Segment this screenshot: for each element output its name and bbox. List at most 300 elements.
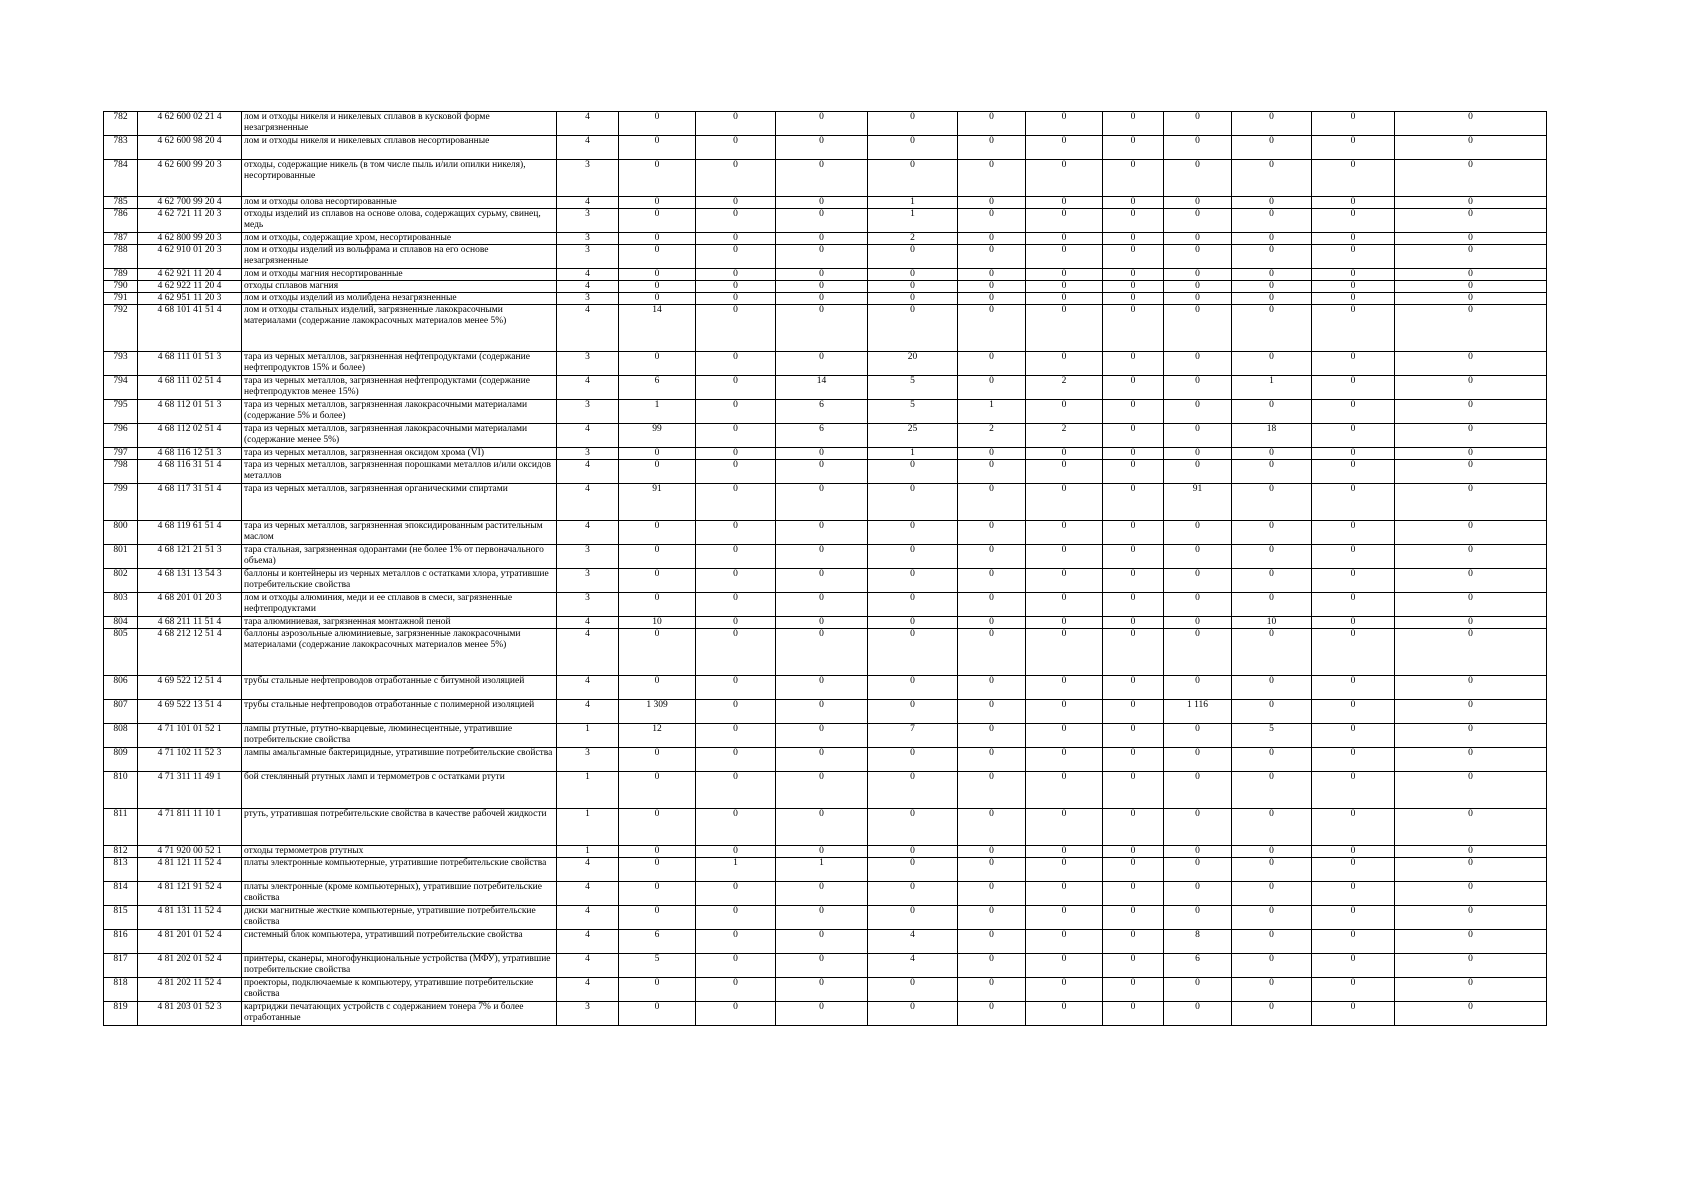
value-cell: 0 [1312,772,1395,809]
value-cell: 0 [696,136,776,160]
value-cell: 0 [1395,352,1547,376]
value-cell: 0 [1232,593,1312,617]
value-cell: 0 [1026,617,1103,629]
value-cell: 0 [1164,882,1232,906]
waste-name-cell: картриджи печатающих устройств с содержанием тонера 7% и более отработанные [242,1002,557,1026]
value-cell: 0 [1312,376,1395,400]
table-row [104,245,1547,269]
value-cell: 4 [557,700,619,724]
value-cell: 0 [958,846,1026,858]
value-cell: 0 [776,569,868,593]
table-row [104,197,1547,209]
fkko-code-cell: 4 68 211 11 51 4 [138,617,242,629]
value-cell: 99 [619,424,696,448]
value-cell: 0 [1164,629,1232,676]
value-cell: 0 [1395,954,1547,978]
value-cell: 0 [1312,197,1395,209]
row-number-cell: 789 [104,269,138,281]
value-cell: 0 [868,629,958,676]
waste-name-cell: лом и отходы магния несортированные [242,269,557,281]
value-cell: 10 [1232,617,1312,629]
value-cell: 4 [557,978,619,1002]
row-number-cell: 806 [104,676,138,700]
value-cell: 0 [1395,484,1547,521]
value-cell: 2 [1026,376,1103,400]
waste-name-cell: диски магнитные жесткие компьютерные, утратившие потребительские свойства [242,906,557,930]
waste-name-cell: лом и отходы, содержащие хром, несортированные [242,233,557,245]
value-cell: 0 [1395,160,1547,197]
value-cell: 0 [1395,1002,1547,1026]
value-cell: 0 [619,112,696,136]
value-cell: 0 [1026,400,1103,424]
row-number-cell: 804 [104,617,138,629]
fkko-code-cell: 4 68 119 61 51 4 [138,521,242,545]
value-cell: 0 [1395,846,1547,858]
row-number-cell: 797 [104,448,138,460]
value-cell: 1 [1232,376,1312,400]
value-cell: 0 [696,676,776,700]
value-cell: 0 [1164,160,1232,197]
value-cell: 0 [619,160,696,197]
value-cell: 0 [696,772,776,809]
value-cell: 3 [557,1002,619,1026]
value-cell: 0 [1395,676,1547,700]
value-cell: 0 [696,846,776,858]
row-number-cell: 802 [104,569,138,593]
waste-name-cell: тара из черных металлов, загрязненная оксидом хрома (VI) [242,448,557,460]
table-row [104,954,1547,978]
value-cell: 1 [776,858,868,882]
waste-name-cell: системный блок компьютера, утративший потребительские свойства [242,930,557,954]
value-cell: 4 [557,617,619,629]
value-cell: 0 [1103,930,1164,954]
table-row [104,569,1547,593]
value-cell: 0 [1164,460,1232,484]
value-cell: 4 [557,629,619,676]
fkko-code-cell: 4 71 311 11 49 1 [138,772,242,809]
value-cell: 0 [1312,882,1395,906]
value-cell: 4 [868,954,958,978]
value-cell: 0 [1103,160,1164,197]
row-number-cell: 785 [104,197,138,209]
value-cell: 0 [868,882,958,906]
value-cell: 0 [868,545,958,569]
fkko-code-cell: 4 81 203 01 52 3 [138,1002,242,1026]
value-cell: 0 [1103,772,1164,809]
fkko-code-cell: 4 68 101 41 51 4 [138,305,242,352]
value-cell: 0 [619,460,696,484]
value-cell: 1 [958,400,1026,424]
value-cell: 0 [619,1002,696,1026]
table-row [104,906,1547,930]
value-cell: 0 [1232,930,1312,954]
value-cell: 0 [1026,112,1103,136]
waste-name-cell: лом и отходы олова несортированные [242,197,557,209]
value-cell: 0 [1103,748,1164,772]
value-cell: 0 [1164,293,1232,305]
value-cell: 0 [1312,846,1395,858]
fkko-code-cell: 4 62 951 11 20 3 [138,293,242,305]
row-number-cell: 807 [104,700,138,724]
value-cell: 4 [557,269,619,281]
table-row [104,846,1547,858]
value-cell: 0 [1164,352,1232,376]
value-cell: 0 [1232,160,1312,197]
value-cell: 0 [868,521,958,545]
value-cell: 0 [1026,352,1103,376]
value-cell: 0 [776,160,868,197]
value-cell: 0 [958,521,1026,545]
value-cell: 5 [868,400,958,424]
value-cell: 0 [1312,930,1395,954]
value-cell: 0 [958,617,1026,629]
value-cell: 0 [1026,978,1103,1002]
value-cell: 0 [776,700,868,724]
value-cell: 7 [868,724,958,748]
value-cell: 0 [868,160,958,197]
row-number-cell: 788 [104,245,138,269]
value-cell: 0 [1103,629,1164,676]
row-number-cell: 819 [104,1002,138,1026]
value-cell: 0 [1026,858,1103,882]
table-row [104,930,1547,954]
value-cell: 0 [1164,593,1232,617]
value-cell: 0 [776,930,868,954]
row-number-cell: 783 [104,136,138,160]
value-cell: 0 [1103,136,1164,160]
value-cell: 0 [1164,112,1232,136]
value-cell: 0 [1395,197,1547,209]
value-cell: 0 [776,617,868,629]
waste-name-cell: лом и отходы никеля и никелевых сплавов в кусковой форме незагрязненные [242,112,557,136]
value-cell: 1 309 [619,700,696,724]
waste-name-cell: лампы амальгамные бактерицидные, утратившие потребительские свойства [242,748,557,772]
value-cell: 0 [958,160,1026,197]
value-cell: 0 [696,460,776,484]
value-cell: 6 [1164,954,1232,978]
value-cell: 3 [557,569,619,593]
value-cell: 0 [776,1002,868,1026]
value-cell: 0 [776,293,868,305]
table-row [104,629,1547,676]
value-cell: 0 [1395,772,1547,809]
value-cell: 0 [1395,700,1547,724]
value-cell: 0 [1164,400,1232,424]
fkko-code-cell: 4 71 102 11 52 3 [138,748,242,772]
value-cell: 0 [1103,245,1164,269]
value-cell: 3 [557,593,619,617]
value-cell: 0 [1026,700,1103,724]
value-cell: 0 [1395,882,1547,906]
value-cell: 0 [1312,209,1395,233]
value-cell: 0 [1232,846,1312,858]
value-cell: 0 [868,245,958,269]
waste-name-cell: баллоны аэрозольные алюминиевые, загрязненные лакокрасочными материалами (содержание лакокрасочных материалов менее 5%) [242,629,557,676]
value-cell: 0 [1103,809,1164,846]
value-cell: 0 [1026,629,1103,676]
value-cell: 0 [1312,858,1395,882]
value-cell: 0 [1103,293,1164,305]
row-number-cell: 794 [104,376,138,400]
value-cell: 0 [1026,269,1103,281]
row-number-cell: 809 [104,748,138,772]
fkko-code-cell: 4 62 600 98 20 4 [138,136,242,160]
value-cell: 4 [557,136,619,160]
value-cell: 0 [868,676,958,700]
value-cell: 0 [1312,617,1395,629]
value-cell: 5 [868,376,958,400]
value-cell: 0 [1312,569,1395,593]
value-cell: 0 [696,160,776,197]
value-cell: 0 [1232,281,1312,293]
value-cell: 0 [619,846,696,858]
value-cell: 3 [557,400,619,424]
value-cell: 0 [1395,136,1547,160]
value-cell: 0 [619,233,696,245]
table-row [104,160,1547,197]
waste-name-cell: платы электронные (кроме компьютерных), утратившие потребительские свойства [242,882,557,906]
row-number-cell: 784 [104,160,138,197]
value-cell: 0 [1164,136,1232,160]
table-row [104,593,1547,617]
table-row [104,269,1547,281]
value-cell: 0 [1026,209,1103,233]
value-cell: 0 [1395,209,1547,233]
value-cell: 0 [958,136,1026,160]
value-cell: 0 [776,136,868,160]
value-cell: 0 [1232,209,1312,233]
waste-name-cell: тара из черных металлов, загрязненная нефтепродуктами (содержание нефтепродуктов 15% и более) [242,352,557,376]
waste-name-cell: отходы, содержащие никель (в том числе пыль и/или опилки никеля), несортированные [242,160,557,197]
value-cell: 0 [619,978,696,1002]
waste-name-cell: лом и отходы никеля и никелевых сплавов несортированные [242,136,557,160]
waste-name-cell: трубы стальные нефтепроводов отработанные с полимерной изоляцией [242,700,557,724]
fkko-code-cell: 4 69 522 12 51 4 [138,676,242,700]
fkko-code-cell: 4 68 111 01 51 3 [138,352,242,376]
value-cell: 0 [1395,448,1547,460]
waste-table [103,111,1547,1026]
value-cell: 0 [868,748,958,772]
row-number-cell: 801 [104,545,138,569]
table-row [104,676,1547,700]
value-cell: 0 [1103,724,1164,748]
waste-name-cell: бой стеклянный ртутных ламп и термометров с остатками ртути [242,772,557,809]
value-cell: 0 [1164,269,1232,281]
value-cell: 1 [868,209,958,233]
value-cell: 0 [776,954,868,978]
row-number-cell: 810 [104,772,138,809]
value-cell: 0 [696,245,776,269]
value-cell: 0 [1026,906,1103,930]
value-cell: 0 [1395,424,1547,448]
value-cell: 4 [557,676,619,700]
value-cell: 0 [958,460,1026,484]
value-cell: 4 [557,906,619,930]
value-cell: 0 [958,269,1026,281]
value-cell: 0 [1103,233,1164,245]
value-cell: 0 [958,245,1026,269]
table-row [104,293,1547,305]
value-cell: 0 [958,906,1026,930]
value-cell: 0 [868,305,958,352]
table-row [104,809,1547,846]
value-cell: 0 [776,882,868,906]
value-cell: 0 [696,593,776,617]
value-cell: 0 [619,245,696,269]
value-cell: 0 [1026,569,1103,593]
value-cell: 0 [868,858,958,882]
fkko-code-cell: 4 62 921 11 20 4 [138,269,242,281]
value-cell: 0 [1103,593,1164,617]
row-number-cell: 791 [104,293,138,305]
value-cell: 0 [1312,521,1395,545]
value-cell: 0 [1312,305,1395,352]
value-cell: 0 [1164,858,1232,882]
value-cell: 0 [776,676,868,700]
value-cell: 8 [1164,930,1232,954]
value-cell: 0 [776,197,868,209]
value-cell: 0 [1232,269,1312,281]
value-cell: 0 [958,593,1026,617]
value-cell: 0 [1232,136,1312,160]
value-cell: 0 [776,772,868,809]
value-cell: 0 [1312,233,1395,245]
value-cell: 3 [557,293,619,305]
value-cell: 0 [696,400,776,424]
row-number-cell: 793 [104,352,138,376]
value-cell: 0 [776,846,868,858]
value-cell: 0 [1312,269,1395,281]
value-cell: 0 [696,569,776,593]
fkko-code-cell: 4 68 212 12 51 4 [138,629,242,676]
value-cell: 0 [696,269,776,281]
value-cell: 0 [1164,424,1232,448]
value-cell: 0 [1312,448,1395,460]
table-row [104,460,1547,484]
value-cell: 4 [557,112,619,136]
value-cell: 25 [868,424,958,448]
value-cell: 0 [1395,809,1547,846]
value-cell: 0 [776,545,868,569]
value-cell: 4 [557,376,619,400]
value-cell: 0 [619,676,696,700]
table-row [104,136,1547,160]
row-number-cell: 813 [104,858,138,882]
value-cell: 0 [1103,617,1164,629]
value-cell: 0 [619,269,696,281]
value-cell: 0 [868,700,958,724]
value-cell: 14 [776,376,868,400]
value-cell: 0 [1395,978,1547,1002]
fkko-code-cell: 4 62 800 99 20 3 [138,233,242,245]
value-cell: 0 [958,772,1026,809]
value-cell: 4 [557,858,619,882]
waste-name-cell: лом и отходы изделий из молибдена незагрязненные [242,293,557,305]
value-cell: 5 [619,954,696,978]
value-cell: 0 [1312,748,1395,772]
value-cell: 0 [958,376,1026,400]
value-cell: 0 [696,281,776,293]
value-cell: 14 [619,305,696,352]
row-number-cell: 805 [104,629,138,676]
row-number-cell: 795 [104,400,138,424]
value-cell: 0 [1312,160,1395,197]
value-cell: 0 [1103,1002,1164,1026]
value-cell: 91 [619,484,696,521]
value-cell: 0 [868,1002,958,1026]
value-cell: 0 [1026,197,1103,209]
value-cell: 0 [1164,209,1232,233]
value-cell: 0 [1164,233,1232,245]
value-cell: 0 [1026,460,1103,484]
table-row [104,376,1547,400]
table-row [104,978,1547,1002]
fkko-code-cell: 4 71 101 01 52 1 [138,724,242,748]
value-cell: 0 [1312,809,1395,846]
value-cell: 0 [1164,676,1232,700]
value-cell: 0 [1026,305,1103,352]
value-cell: 3 [557,448,619,460]
value-cell: 0 [1026,724,1103,748]
value-cell: 0 [868,281,958,293]
value-cell: 3 [557,545,619,569]
value-cell: 0 [1312,954,1395,978]
value-cell: 6 [776,400,868,424]
value-cell: 0 [1103,906,1164,930]
value-cell: 0 [958,724,1026,748]
waste-name-cell: тара алюминиевая, загрязненная монтажной пеной [242,617,557,629]
value-cell: 0 [1164,748,1232,772]
value-cell: 4 [868,930,958,954]
value-cell: 2 [1026,424,1103,448]
value-cell: 4 [557,424,619,448]
value-cell: 0 [1395,569,1547,593]
value-cell: 0 [1026,748,1103,772]
row-number-cell: 796 [104,424,138,448]
value-cell: 0 [696,954,776,978]
value-cell: 0 [1026,882,1103,906]
value-cell: 0 [619,136,696,160]
value-cell: 0 [1395,617,1547,629]
value-cell: 18 [1232,424,1312,448]
value-cell: 1 [557,846,619,858]
value-cell: 0 [1395,858,1547,882]
value-cell: 0 [1232,197,1312,209]
value-cell: 1 116 [1164,700,1232,724]
value-cell: 0 [958,1002,1026,1026]
value-cell: 0 [1312,484,1395,521]
value-cell: 0 [1395,629,1547,676]
value-cell: 0 [1026,772,1103,809]
value-cell: 0 [619,521,696,545]
value-cell: 0 [619,629,696,676]
value-cell: 0 [696,748,776,772]
waste-name-cell: тара из черных металлов, загрязненная порошками металлов и/или оксидов металлов [242,460,557,484]
value-cell: 0 [1026,448,1103,460]
value-cell: 0 [1232,521,1312,545]
fkko-code-cell: 4 68 111 02 51 4 [138,376,242,400]
waste-name-cell: тара из черных металлов, загрязненная лакокрасочными материалами (содержание 5% и более) [242,400,557,424]
value-cell: 0 [1232,569,1312,593]
value-cell: 2 [958,424,1026,448]
value-cell: 0 [1232,772,1312,809]
value-cell: 0 [958,112,1026,136]
value-cell: 0 [696,545,776,569]
value-cell: 5 [1232,724,1312,748]
value-cell: 0 [1232,700,1312,724]
row-number-cell: 800 [104,521,138,545]
value-cell: 0 [958,197,1026,209]
